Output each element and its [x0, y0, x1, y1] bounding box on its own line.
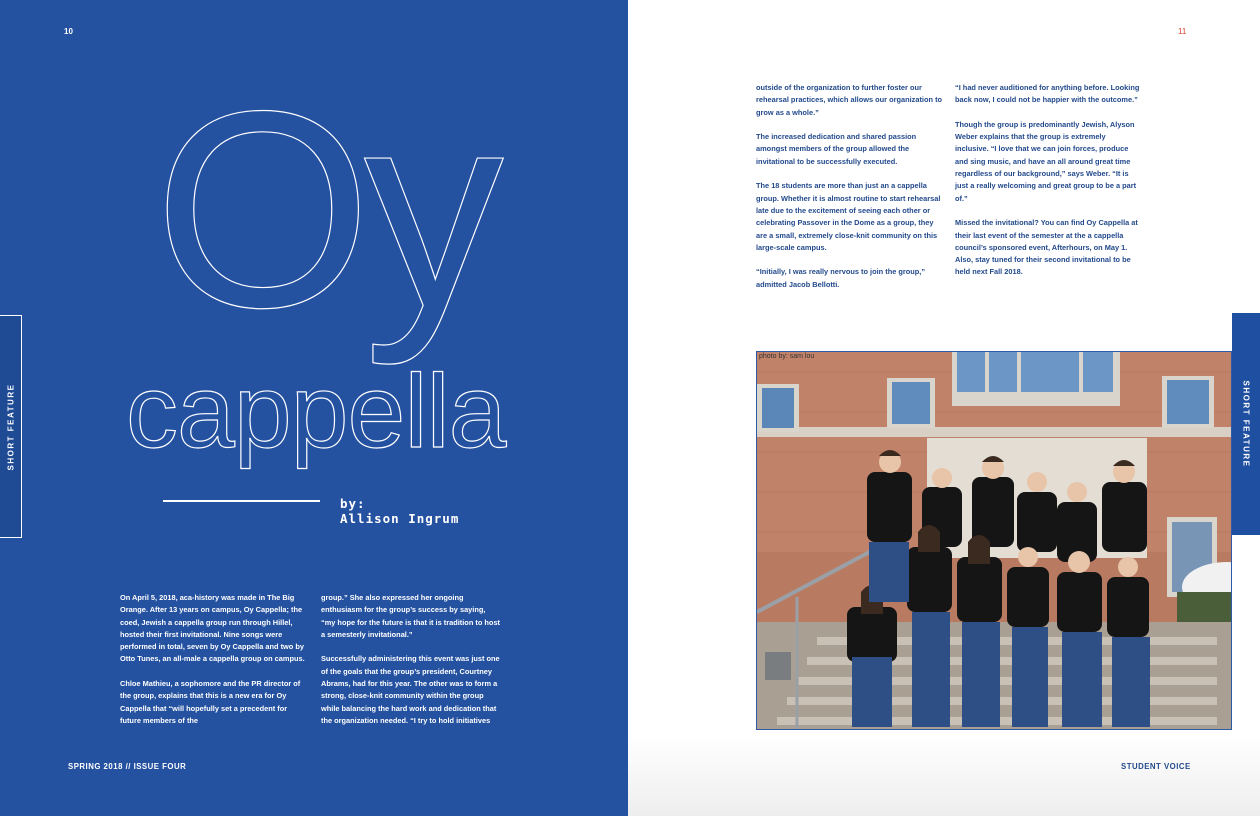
- group-photo: [756, 351, 1232, 730]
- footer-publication: STUDENT VOICE: [1121, 762, 1191, 771]
- side-tab-left: [0, 315, 22, 538]
- photo-credit: photo by: sam lou: [759, 353, 815, 360]
- paragraph: “I had never auditioned for anything before. Looking back now, I could not be happier with the outcome.”: [955, 83, 1140, 105]
- title-cappella: cappella: [126, 354, 506, 470]
- left-body-column-1: [120, 592, 308, 740]
- paragraph: Successfully administering this event was just one of the goals that the group’s president, Courtney Abrams, had for this year. The other was to form a strong, close-knit community within the group while balancing the hard work and dedication that the organization needed. “I try to hold initiatives: [321, 654, 500, 725]
- group-photo-illustration: [757, 352, 1232, 730]
- paragraph: outside of the organization to further foster our rehearsal practices, which allows our organization to grow as a whole.”: [756, 83, 943, 117]
- byline: [340, 496, 459, 526]
- paragraph: On April 5, 2018, aca-history was made in The Big Orange. After 13 years on campus, Oy Cappella; the coed, Jewish a cappella group run through Hillel, hosted their first invitational. Nine songs were performed in total, seven by Oy Cappella and two by Otto Tunes, an all-male a cappella group on campus.: [120, 593, 305, 664]
- left-body-column-2: [321, 592, 501, 740]
- right-body-column-1: [756, 82, 946, 303]
- paragraph: The 18 students are more than just an a cappella group. Whether it is almost routine to start rehearsal late due to the excitement of seeing each other or celebrating Passover in the Dome as a group, they are a small, extremely close-knit community on this large-scale campus.: [756, 181, 941, 252]
- paragraph: group.” She also expressed her ongoing enthusiasm for the group’s success by saying, “my hope for the future is that it is tradition to host a semesterly invitational.”: [321, 593, 501, 639]
- paragraph: The increased dedication and shared passion amongst members of the group allowed the invitational to be successfully executed.: [756, 132, 917, 166]
- side-tab-right-label: SHORT FEATURE: [1241, 380, 1251, 468]
- paragraph: Though the group is predominantly Jewish, Alyson Weber explains that the group is extremely inclusive. “I love that we can join forces, produce and sing music, and have an all around great time regardless of our background,” says Weber. “It is just a really welcoming and great group to be a part of.”: [955, 119, 1137, 203]
- byline-rule: [163, 500, 320, 502]
- paragraph: “Initially, I was really nervous to join the group,” admitted Jacob Bellotti.: [756, 267, 926, 289]
- right-body-column-2: [955, 82, 1140, 291]
- side-tab-right: [1232, 313, 1260, 535]
- paragraph: Missed the invitational? You can find Oy Cappella at their last event of the semester at the a cappella council’s sponsored event, Afterhours, on May 1. Also, stay tuned for their second invitational to be held next Fall 2018.: [955, 218, 1138, 277]
- page-number-right: 11: [1178, 27, 1187, 36]
- footer-issue: SPRING 2018 // ISSUE FOUR: [68, 762, 187, 771]
- paragraph: Chloe Mathieu, a sophomore and the PR director of the group, explains that this is a new era for Oy Cappella that “will hopefully set a precedent for future members of the: [120, 679, 301, 725]
- side-tab-left-label: SHORT FEATURE: [6, 383, 15, 470]
- page-number-left: 10: [64, 27, 73, 36]
- byline-author: Allison Ingrum: [340, 511, 460, 526]
- title-oy: Oy: [154, 54, 496, 366]
- byline-label: by:: [340, 496, 366, 511]
